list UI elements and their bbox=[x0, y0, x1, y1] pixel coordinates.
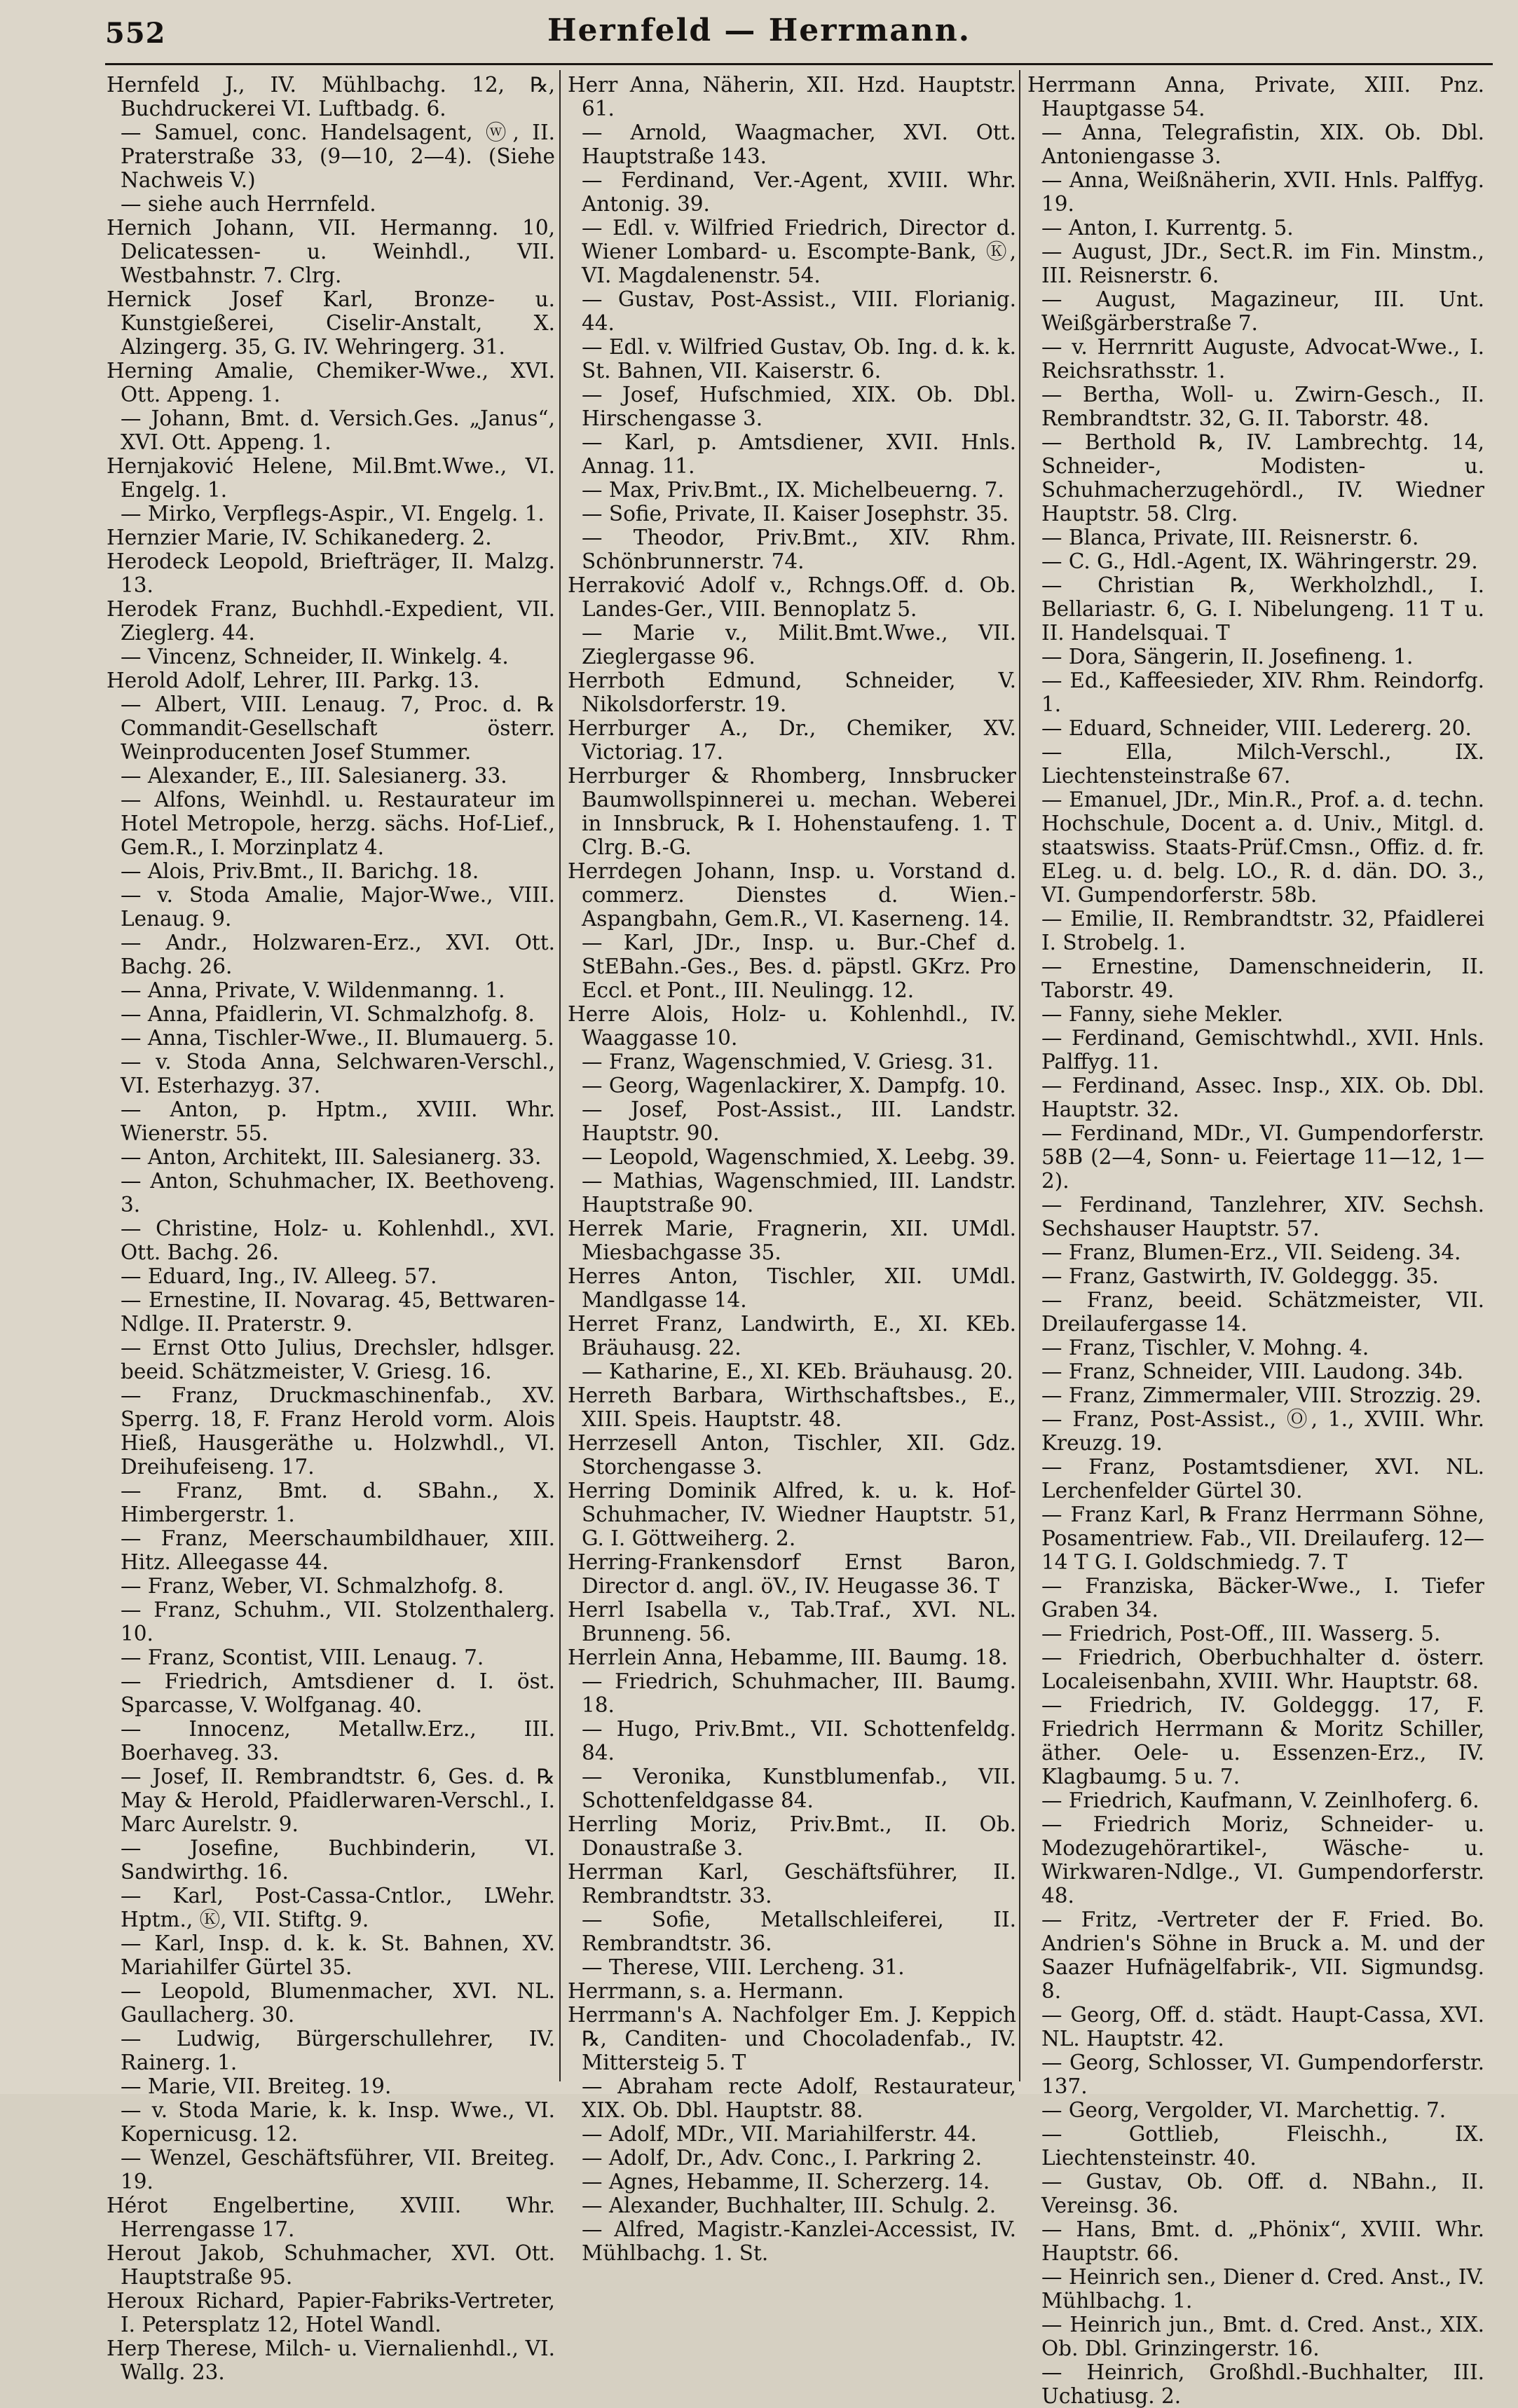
directory-entry: — Anton, Schuhmacher, IX. Beethoveng. 3. bbox=[121, 1169, 555, 1217]
directory-entry: Herre Alois, Holz- u. Kohlenhdl., IV. Waaggasse 10. bbox=[568, 1002, 1016, 1050]
directory-entry: Herrburger & Rhomberg, Innsbrucker Baumwollspinnerei u. mechan. Weberei in Innsbruck, ℞ I. Hohenstaufeng. 1. T Clrg. B.-G. bbox=[568, 764, 1016, 859]
directory-entry: — Leopold, Wagenschmied, X. Leebg. 39. bbox=[582, 1145, 1016, 1169]
directory-entry: Hernjaković Helene, Mil.Bmt.Wwe., VI. Engelg. 1. bbox=[107, 454, 555, 502]
directory-entry: — Ed., Kaffeesieder, XIV. Rhm. Reindorfg. 1. bbox=[1041, 669, 1484, 716]
directory-entry: — Ferdinand, MDr., VI. Gumpendorferstr. 58B (2—4, Sonn- u. Feiertage 11—12, 1—2). bbox=[1041, 1121, 1484, 1193]
directory-entry: — Mirko, Verpflegs-Aspir., VI. Engelg. 1. bbox=[121, 502, 545, 526]
directory-entry: — Eduard, Schneider, VIII. Ledererg. 20. bbox=[1041, 716, 1472, 740]
page-number: 552 bbox=[105, 17, 166, 50]
directory-entry: Herring-Frankensdorf Ernst Baron, Director d. angl. öV., IV. Heugasse 36. T bbox=[568, 1550, 1016, 1598]
directory-entry: — Franziska, Bäcker-Wwe., I. Tiefer Graben 34. bbox=[1041, 1574, 1484, 1622]
directory-entry: — Therese, VIII. Lercheng. 31. bbox=[582, 1955, 905, 1979]
directory-entry: — Hans, Bmt. d. „Phönix“, XVIII. Whr. Hauptstr. 66. bbox=[1041, 2217, 1484, 2265]
directory-entry: Herp Therese, Milch- u. Viernalienhdl., VI. Wallg. 23. bbox=[107, 2337, 555, 2384]
directory-entry: — v. Stoda Anna, Selchwaren-Verschl., VI. Esterhazyg. 37. bbox=[121, 1050, 555, 1097]
directory-entry: — Karl, Post-Cassa-Cntlor., LWehr. Hptm., Ⓚ, VII. Stiftg. 9. bbox=[121, 1884, 555, 1931]
directory-entry: — Sofie, Private, II. Kaiser Josephstr. 35. bbox=[582, 502, 1009, 526]
directory-entry: — Georg, Off. d. städt. Haupt-Cassa, XVI. NL. Hauptstr. 42. bbox=[1041, 2003, 1484, 2051]
directory-entry: — Abraham recte Adolf, Restaurateur, XIX. Ob. Dbl. Hauptstr. 88. bbox=[582, 2074, 1016, 2122]
directory-entry: Herning Amalie, Chemiker-Wwe., XVI. Ott. Appeng. 1. bbox=[107, 359, 555, 406]
directory-entry: — Franz, Weber, VI. Schmalzhofg. 8. bbox=[121, 1574, 505, 1598]
directory-entry: Herreth Barbara, Wirthschaftsbes., E., XIII. Speis. Hauptstr. 48. bbox=[568, 1383, 1016, 1431]
directory-entry: — Franz, Post-Assist., Ⓞ, 1., XVIII. Whr. Kreuzg. 19. bbox=[1041, 1407, 1484, 1455]
directory-entry: Hernich Johann, VII. Hermanng. 10, Delicatessen- u. Weinhdl., VII. Westbahnstr. 7. Clrg. bbox=[107, 216, 555, 287]
directory-entry: — Ernst Otto Julius, Drechsler, hdlsger. beeid. Schätzmeister, V. Griesg. 16. bbox=[121, 1336, 555, 1383]
directory-entry: — Georg, Wagenlackirer, X. Dampfg. 10. bbox=[582, 1074, 1006, 1097]
column-divider bbox=[559, 70, 561, 2081]
directory-entry: — v. Stoda Marie, k. k. Insp. Wwe., VI. Kopernicusg. 12. bbox=[121, 2098, 555, 2146]
directory-entry: — Emilie, II. Rembrandtstr. 32, Pfaidlerei I. Strobelg. 1. bbox=[1041, 907, 1484, 955]
directory-entry: — Adolf, MDr., VII. Mariahilferstr. 44. bbox=[582, 2122, 977, 2146]
directory-entry: Herrdegen Johann, Insp. u. Vorstand d. commerz. Dienstes d. Wien.-Aspangbahn, Gem.R., VI. Kaserneng. 14. bbox=[568, 859, 1016, 931]
directory-entry: — Eduard, Ing., IV. Alleeg. 57. bbox=[121, 1264, 437, 1288]
directory-entry: — Franz, Bmt. d. SBahn., X. Himbergerstr. 1. bbox=[121, 1479, 555, 1526]
directory-entry: — Karl, JDr., Insp. u. Bur.-Chef d. StEBahn.-Ges., Bes. d. päpstl. GKrz. Pro Eccl. et Pont., III. Neulingg. 12. bbox=[582, 931, 1016, 1002]
directory-entry: Herrzesell Anton, Tischler, XII. Gdz. Storchengasse 3. bbox=[568, 1431, 1016, 1479]
directory-entry: — Ludwig, Bürgerschullehrer, IV. Rainerg. 1. bbox=[121, 2027, 555, 2074]
directory-entry: — Josef, Post-Assist., III. Landstr. Hauptstr. 90. bbox=[582, 1097, 1016, 1145]
directory-entry: — Christian ℞, Werkholzhdl., I. Bellariastr. 6, G. I. Nibelungeng. 11 T u. II. Handelsquai. T bbox=[1041, 573, 1484, 645]
directory-entry: — Karl, Insp. d. k. k. St. Bahnen, XV. Mariahilfer Gürtel 35. bbox=[121, 1931, 555, 1979]
directory-entry: — Karl, p. Amtsdiener, XVII. Hnls. Annag. 11. bbox=[582, 430, 1016, 478]
directory-entry: — Adolf, Dr., Adv. Conc., I. Parkring 2. bbox=[582, 2146, 983, 2170]
directory-entry: — Franz, Tischler, V. Mohng. 4. bbox=[1041, 1336, 1369, 1360]
directory-entry: — Alois, Priv.Bmt., II. Barichg. 18. bbox=[121, 859, 479, 883]
directory-entry: — v. Herrnritt Auguste, Advocat-Wwe., I. Reichsrathsstr. 1. bbox=[1041, 335, 1484, 383]
directory-entry: — Mathias, Wagenschmied, III. Landstr. Hauptstraße 90. bbox=[582, 1169, 1016, 1217]
directory-entry: — Vincenz, Schneider, II. Winkelg. 4. bbox=[121, 645, 509, 669]
directory-entry: — Franz, Scontist, VIII. Lenaug. 7. bbox=[121, 1646, 484, 1669]
directory-entry: — Edl. v. Wilfried Friedrich, Director d. Wiener Lombard- u. Escompte-Bank, Ⓚ, VI. Magdalenenstr. 54. bbox=[582, 216, 1016, 287]
directory-entry: — Franz, Wagenschmied, V. Griesg. 31. bbox=[582, 1050, 994, 1074]
directory-entry: — Johann, Bmt. d. Versich.Ges. „Janus“, XVI. Ott. Appeng. 1. bbox=[121, 406, 555, 454]
directory-entry: Herr Anna, Näherin, XII. Hzd. Hauptstr. 61. bbox=[568, 73, 1016, 121]
directory-entry: — Friedrich, IV. Goldeggg. 17, F. Friedrich Herrmann & Moritz Schiller, äther. Oele- u. Essenzen-Erz., IV. Klagbaumg. 5 u. 7. bbox=[1041, 1693, 1484, 1788]
directory-entry: — Heinrich sen., Diener d. Cred. Anst., IV. Mühlbachg. 1. bbox=[1041, 2265, 1484, 2313]
directory-entry: — Ferdinand, Assec. Insp., XIX. Ob. Dbl. Hauptstr. 32. bbox=[1041, 1074, 1484, 1121]
directory-entry: — Franz, Zimmermaler, VIII. Strozzig. 29. bbox=[1041, 1383, 1482, 1407]
directory-entry: — Franz, Schuhm., VII. Stolzenthalerg. 10. bbox=[121, 1598, 555, 1646]
directory-entry: Herrek Marie, Fragnerin, XII. UMdl. Miesbachgasse 35. bbox=[568, 1217, 1016, 1264]
directory-entry: — August, JDr., Sect.R. im Fin. Minstm., III. Reisnerstr. 6. bbox=[1041, 240, 1484, 287]
directory-entry: — Josefine, Buchbinderin, VI. Sandwirthg. 16. bbox=[121, 1836, 555, 1884]
directory-entry: — Anton, p. Hptm., XVIII. Whr. Wienerstr. 55. bbox=[121, 1097, 555, 1145]
directory-entry: — Josef, Hufschmied, XIX. Ob. Dbl. Hirschengasse 3. bbox=[582, 383, 1016, 430]
directory-entry: — Franz, Druckmaschinenfab., XV. Sperrg. 18, F. Franz Herold vorm. Alois Hieß, Hausgeräthe u. Holzwhdl., VI. Dreihufeiseng. 17. bbox=[121, 1383, 555, 1479]
directory-entry: — Friedrich, Oberbuchhalter d. österr. Localeisenbahn, XVIII. Whr. Hauptstr. 68. bbox=[1041, 1646, 1484, 1693]
directory-entry: — Friedrich Moriz, Schneider- u. Modezugehörartikel-, Wäsche- u. Wirkwaren-Ndlge., VI. Gumpendorferstr. 48. bbox=[1041, 1812, 1484, 1908]
directory-entry: — Franz, Gastwirth, IV. Goldeggg. 35. bbox=[1041, 1264, 1439, 1288]
directory-entry: Herodek Franz, Buchhdl.-Expedient, VII. Zieglerg. 44. bbox=[107, 597, 555, 645]
directory-entry: — Marie, VII. Breiteg. 19. bbox=[121, 2074, 392, 2098]
directory-entry: — Josef, II. Rembrandtstr. 6, Ges. d. ℞ May & Herold, Pfaidlerwaren-Verschl., I. Marc Aurelstr. 9. bbox=[121, 1765, 555, 1836]
directory-entry: — Friedrich, Kaufmann, V. Zeinlhoferg. 6. bbox=[1041, 1788, 1479, 1812]
directory-entry: Herring Dominik Alfred, k. u. k. Hof-Schuhmacher, IV. Wiedner Hauptstr. 51, G. I. Göttweiherg. 2. bbox=[568, 1479, 1016, 1550]
directory-entry: — v. Stoda Amalie, Major-Wwe., VIII. Lenaug. 9. bbox=[121, 883, 555, 931]
column-divider bbox=[1019, 70, 1020, 2081]
directory-entry: — Franz, Postamtsdiener, XVI. NL. Lerchenfelder Gürtel 30. bbox=[1041, 1455, 1484, 1503]
directory-entry: Herrlein Anna, Hebamme, III. Baumg. 18. bbox=[568, 1646, 1008, 1669]
directory-entry: — Edl. v. Wilfried Gustav, Ob. Ing. d. k. k. St. Bahnen, VII. Kaiserstr. 6. bbox=[582, 335, 1016, 383]
directory-entry: Hernfeld J., IV. Mühlbachg. 12, ℞, Buchdruckerei VI. Luftbadg. 6. bbox=[107, 73, 555, 121]
directory-entry: Hérot Engelbertine, XVIII. Whr. Herrengasse 17. bbox=[107, 2194, 555, 2241]
directory-entry: — Georg, Schlosser, VI. Gumpendorferstr. 137. bbox=[1041, 2051, 1484, 2098]
directory-entry: — Heinrich, Großhdl.-Buchhalter, III. Uchatiusg. 2. bbox=[1041, 2360, 1484, 2408]
directory-entry: Herrman Karl, Geschäftsführer, II. Rembrandtstr. 33. bbox=[568, 1860, 1016, 1908]
directory-entry: — Alfons, Weinhdl. u. Restaurateur im Hotel Metropole, herzg. sächs. Hof-Lief., Gem.R., I. Morzinplatz 4. bbox=[121, 788, 555, 859]
directory-entry: Herrburger A., Dr., Chemiker, XV. Victoriag. 17. bbox=[568, 716, 1016, 764]
directory-entry: — Anton, I. Kurrentg. 5. bbox=[1041, 216, 1294, 240]
directory-entry: — Alexander, Buchhalter, III. Schulg. 2. bbox=[582, 2194, 997, 2217]
directory-entry: Hernzier Marie, IV. Schikanederg. 2. bbox=[107, 526, 492, 549]
directory-entry: Herrboth Edmund, Schneider, V. Nikolsdorferstr. 19. bbox=[568, 669, 1016, 716]
directory-entry: — Arnold, Waagmacher, XVI. Ott. Hauptstraße 143. bbox=[582, 121, 1016, 168]
directory-entry: — Anna, Tischler-Wwe., II. Blumauerg. 5. bbox=[121, 1026, 554, 1050]
directory-column-right bbox=[1027, 73, 1484, 2408]
directory-entry: Heroux Richard, Papier-Fabriks-Vertreter, I. Petersplatz 12, Hotel Wandl. bbox=[107, 2289, 555, 2337]
directory-entry: Herold Adolf, Lehrer, III. Parkg. 13. bbox=[107, 669, 480, 692]
directory-entry: Herout Jakob, Schuhmacher, XVI. Ott. Hauptstraße 95. bbox=[107, 2241, 555, 2289]
directory-entry: Herraković Adolf v., Rchngs.Off. d. Ob. Landes-Ger., VIII. Bennoplatz 5. bbox=[568, 573, 1016, 621]
directory-entry: — Alfred, Magistr.-Kanzlei-Accessist, IV. Mühlbachg. 1. St. bbox=[582, 2217, 1016, 2265]
directory-entry: — Franz, beeid. Schätzmeister, VII. Dreilaufergasse 14. bbox=[1041, 1288, 1484, 1336]
directory-entry: — Ferdinand, Ver.-Agent, XVIII. Whr. Antonig. 39. bbox=[582, 168, 1016, 216]
directory-entry: — Friedrich, Amtsdiener d. I. öst. Sparcasse, V. Wolfganag. 40. bbox=[121, 1669, 555, 1717]
directory-entry: — Bertha, Woll- u. Zwirn-Gesch., II. Rembrandtstr. 32, G. II. Taborstr. 48. bbox=[1041, 383, 1484, 430]
directory-entry: — Fritz, -Vertreter der F. Fried. Bo. Andrien's Söhne in Bruck a. M. und der Saazer Hufnägelfabrik-, VII. Sigmundsg. 8. bbox=[1041, 1908, 1484, 2003]
directory-entry: — Ferdinand, Gemischtwhdl., XVII. Hnls. Palffyg. 11. bbox=[1041, 1026, 1484, 1074]
directory-entry: Herrmann, s. a. Hermann. bbox=[568, 1979, 845, 2003]
directory-entry: — Ernestine, Damenschneiderin, II. Taborstr. 49. bbox=[1041, 955, 1484, 1002]
directory-entry: — Gustav, Ob. Off. d. NBahn., II. Vereinsg. 36. bbox=[1041, 2170, 1484, 2217]
directory-entry: Herres Anton, Tischler, XII. UMdl. Mandlgasse 14. bbox=[568, 1264, 1016, 1312]
directory-entry: — Ella, Milch-Verschl., IX. Liechtensteinstraße 67. bbox=[1041, 740, 1484, 788]
directory-entry: — Gottlieb, Fleischh., IX. Liechtensteinstr. 40. bbox=[1041, 2122, 1484, 2170]
directory-entry: — Franz, Blumen-Erz., VII. Seideng. 34. bbox=[1041, 1240, 1461, 1264]
directory-entry: — Ferdinand, Tanzlehrer, XIV. Sechsh. Sechshauser Hauptstr. 57. bbox=[1041, 1193, 1484, 1240]
directory-entry: — Heinrich jun., Bmt. d. Cred. Anst., XIX. Ob. Dbl. Grinzingerstr. 16. bbox=[1041, 2313, 1484, 2360]
directory-entry: — Hugo, Priv.Bmt., VII. Schottenfeldg. 84. bbox=[582, 1717, 1016, 1765]
directory-entry: — Theodor, Priv.Bmt., XIV. Rhm. Schönbrunnerstr. 74. bbox=[582, 526, 1016, 573]
directory-entry: — Anna, Pfaidlerin, VI. Schmalzhofg. 8. bbox=[121, 1002, 535, 1026]
directory-entry: — August, Magazineur, III. Unt. Weißgärberstraße 7. bbox=[1041, 287, 1484, 335]
directory-entry: — Alexander, E., III. Salesianerg. 33. bbox=[121, 764, 507, 788]
directory-entry: — Andr., Holzwaren-Erz., XVI. Ott. Bachg. 26. bbox=[121, 931, 555, 978]
directory-column-middle bbox=[568, 73, 1016, 2265]
directory-entry: Hernick Josef Karl, Bronze- u. Kunstgießerei, Ciselir-Anstalt, X. Alzingerg. 35, G. IV. Wehringerg. 31. bbox=[107, 287, 555, 359]
directory-entry: — Dora, Sängerin, II. Josefineng. 1. bbox=[1041, 645, 1414, 669]
header-rule bbox=[105, 63, 1493, 65]
directory-entry: — Berthold ℞, IV. Lambrechtg. 14, Schneider-, Modisten- u. Schuhmacherzugehördl., IV. Wiedner Hauptstr. 58. Clrg. bbox=[1041, 430, 1484, 526]
directory-entry: — Marie v., Milit.Bmt.Wwe., VII. Zieglergasse 96. bbox=[582, 621, 1016, 669]
directory-entry: — Christine, Holz- u. Kohlenhdl., XVI. Ott. Bachg. 26. bbox=[121, 1217, 555, 1264]
directory-entry: Herrmann Anna, Private, XIII. Pnz. Hauptgasse 54. bbox=[1027, 73, 1484, 121]
directory-entry: — Friedrich, Schuhmacher, III. Baumg. 18. bbox=[582, 1669, 1016, 1717]
directory-entry: — Franz Karl, ℞ Franz Herrmann Söhne, Posamentriew. Fab., VII. Dreilauferg. 12—14 T G. I. Goldschmiedg. 7. T bbox=[1041, 1503, 1484, 1574]
directory-entry: — Georg, Vergolder, VI. Marchettig. 7. bbox=[1041, 2098, 1447, 2122]
directory-entry: Herodeck Leopold, Briefträger, II. Malzg. 13. bbox=[107, 549, 555, 597]
directory-entry: — C. G., Hdl.-Agent, IX. Währingerstr. 29. bbox=[1041, 549, 1478, 573]
directory-entry: — Agnes, Hebamme, II. Scherzerg. 14. bbox=[582, 2170, 990, 2194]
directory-entry: — Wenzel, Geschäftsführer, VII. Breiteg. 19. bbox=[121, 2146, 555, 2194]
directory-entry: Herrmann's A. Nachfolger Em. J. Keppich ℞, Canditen- und Chocoladenfab., IV. Mittersteig 5. T bbox=[568, 2003, 1016, 2074]
directory-entry: — Anna, Weißnäherin, XVII. Hnls. Palffyg. 19. bbox=[1041, 168, 1484, 216]
directory-entry: — Albert, VIII. Lenaug. 7, Proc. d. ℞ Commandit-Gesellschaft österr. Weinproducenten Josef Stummer. bbox=[121, 692, 555, 764]
running-head: Hernfeld — Herrmann. bbox=[547, 13, 971, 48]
directory-entry: Herret Franz, Landwirth, E., XI. KEb. Bräuhausg. 22. bbox=[568, 1312, 1016, 1360]
directory-entry: — Franz, Schneider, VIII. Laudong. 34b. bbox=[1041, 1360, 1464, 1383]
directory-entry: — Franz, Meerschaumbildhauer, XIII. Hitz. Alleegasse 44. bbox=[121, 1526, 555, 1574]
directory-entry: — Blanca, Private, III. Reisnerstr. 6. bbox=[1041, 526, 1419, 549]
directory-entry: — Fanny, siehe Mekler. bbox=[1041, 1002, 1283, 1026]
directory-column-left bbox=[107, 73, 555, 2384]
directory-entry: — Emanuel, JDr., Min.R., Prof. a. d. techn. Hochschule, Docent a. d. Univ., Mitgl. d. staatswiss. Staats-Prüf.Cmsn., Offiz. d. fr. ELeg. u. d. belg. LO., R. d. dän. DO. 3., VI. Gumpendorferstr. 58b. bbox=[1041, 788, 1484, 907]
directory-entry: — Anna, Private, V. Wildenmanng. 1. bbox=[121, 978, 505, 1002]
directory-entry: — Samuel, conc. Handelsagent, ⓦ, II. Praterstraße 33, (9—10, 2—4). (Siehe Nachweis V.) bbox=[121, 121, 555, 192]
directory-entry: — Max, Priv.Bmt., IX. Michelbeuerng. 7. bbox=[582, 478, 1004, 502]
directory-entry: Herrling Moriz, Priv.Bmt., II. Ob. Donaustraße 3. bbox=[568, 1812, 1016, 1860]
directory-entry: — Sofie, Metallschleiferei, II. Rembrandtstr. 36. bbox=[582, 1908, 1016, 1955]
directory-entry: — Leopold, Blumenmacher, XVI. NL. Gaullacherg. 30. bbox=[121, 1979, 555, 2027]
directory-entry: — Innocenz, Metallw.Erz., III. Boerhaveg. 33. bbox=[121, 1717, 555, 1765]
directory-entry: — Katharine, E., XI. KEb. Bräuhausg. 20. bbox=[582, 1360, 1013, 1383]
directory-entry: — Anna, Telegrafistin, XIX. Ob. Dbl. Antoniengasse 3. bbox=[1041, 121, 1484, 168]
directory-entry: — Ernestine, II. Novarag. 45, Bettwaren-Ndlge. II. Praterstr. 9. bbox=[121, 1288, 555, 1336]
directory-entry: — Veronika, Kunstblumenfab., VII. Schottenfeldgasse 84. bbox=[582, 1765, 1016, 1812]
directory-entry: — siehe auch Herrnfeld. bbox=[121, 192, 376, 216]
directory-entry: — Anton, Architekt, III. Salesianerg. 33. bbox=[121, 1145, 542, 1169]
directory-entry: — Gustav, Post-Assist., VIII. Florianig. 44. bbox=[582, 287, 1016, 335]
directory-entry: — Friedrich, Post-Off., III. Wasserg. 5. bbox=[1041, 1622, 1441, 1646]
directory-entry: Herrl Isabella v., Tab.Traf., XVI. NL. Brunneng. 56. bbox=[568, 1598, 1016, 1646]
